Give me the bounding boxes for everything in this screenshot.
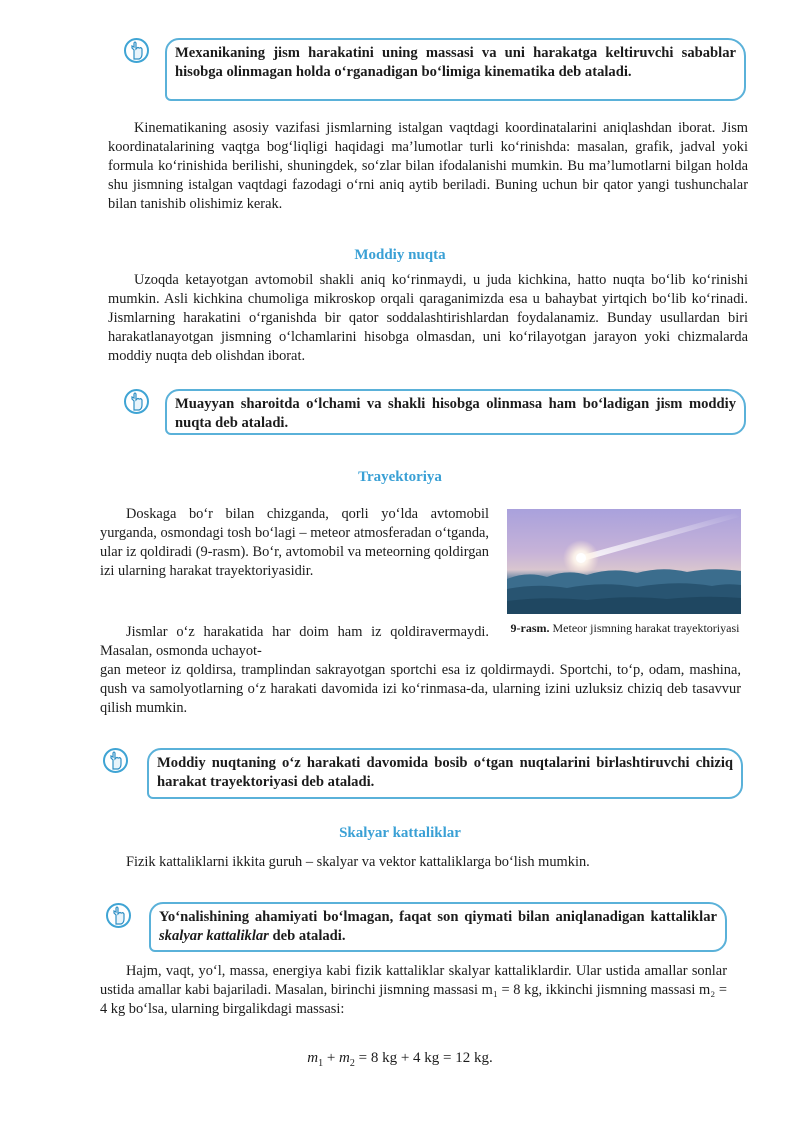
- heading-trajectory: Trayektoriya: [358, 469, 442, 485]
- pointing-hand-icon: [124, 389, 149, 414]
- meteor-photo: [507, 509, 741, 614]
- mass-sum-formula: [0, 1050, 800, 1069]
- definition-scalar: [149, 902, 727, 952]
- paragraph-trajectory-2a: Jismlar o‘z harakatida har doim ham iz qoldiravermaydi. Masalan, osmonda uchayot-: [100, 624, 489, 659]
- formula-m1: m: [307, 1050, 319, 1066]
- paragraph-scalar-intro: Fizik kattaliklarni ikkita guruh – skalyar va vektor kattaliklarga bo‘lish mumkin.: [126, 854, 590, 870]
- figure-caption-text: Meteor jismning harakat trayektoriyasi: [552, 621, 740, 635]
- pointing-hand-icon: [106, 903, 131, 928]
- paragraph-scalar-examples: Hajm, vaqt, yo‘l, massa, energiya kabi fizik kattaliklar skalyar kattaliklardir. Ular ustida amallar sonlar ustida amallar kabi bajariladi. Masalan, birinchi jismning massasi m₁ = 8 kg, ikkinchi jismning massasi m₂ = 4 kg bo‘lsa, ularning birgalikdagi massasi:: [100, 963, 727, 1017]
- paragraph-kinematics-intro: Kinematikaning asosiy vazifasi jismlarning istalgan vaqtdagi koordinatalarini aniqlashdan iborat. Jism koordinatalarining vaqtga bog‘liqligi haqidagi ma’lumotlar turli ko‘rinishda: masalan, grafik, jadval yoki formula ko‘rinishida berilishi, shuningdek, so‘zlar bilan ifodalanishi mumkin. Bu ma’lumotlarni bilgan holda shu jismning istalgan vaqtdagi fazodagi o‘rni aniq aytib beriladi. Buning uchun bir qator yangi tushunchalar bilan tanishib olishimiz kerak.: [108, 120, 748, 212]
- definition-text: Muayyan sharoitda o‘lchami va shakli hisobga olinmasa ham bo‘ladigan jism moddiy nuqta deb ataladi.: [175, 396, 736, 431]
- paragraph-trajectory-2b: gan meteor iz qoldirsa, tramplindan sakrayotgan sportchi esa iz qoldirmaydi. Sportchi, to‘p, odam, mashina, qush va samolyotlarning o‘z harakati davomida izi ko‘rinmasa-da, ularning izini uzluksiz chiziq deb tasavvur qilish mumkin.: [100, 662, 741, 716]
- definition-material-point: [165, 389, 746, 435]
- figure-number: 9-rasm.: [510, 621, 550, 635]
- definition-text: Mexanikaning jism harakatini uning massasi va uni harakatga keltiruvchi sabablar hisobga olinmagan holda o‘rganadigan bo‘limiga kinematika deb ataladi.: [175, 45, 736, 80]
- paragraph-material-point: Uzoqda ketayotgan avtomobil shakli aniq ko‘rinmaydi, u juda kichkina, hatto nuqta bo‘lib ko‘rinishi mumkin. Asli kichkina chumoliga mikroskop orqali qaraganimizda esa u bahaybat yirtqich bo‘lib ko‘rinadi. Jismlarning harakatini o‘rganishda bir qator soddalashtirishlardan foydalanamiz. Bunday usullardan biri harakatlanayotgan jismning o‘lchamlarini hisobga olmasdan, uni ko‘rilayotgan jarayon yoki chizmalarda moddiy nuqta deb olishdan iborat.: [108, 272, 748, 364]
- paragraph-trajectory-1: Doskaga bo‘r bilan chizganda, qorli yo‘lda avtomobil yurganda, osmondagi tosh bo‘lagi – meteor atmosferadan o‘tganda, ular iz qoldiradi (9-rasm). Bo‘r, avtomobil va meteorning qoldirgan izi ularning harakat trayektoriyasidir.: [100, 506, 489, 579]
- formula-plus: +: [323, 1050, 340, 1066]
- definition-text-part2: deb ataladi.: [268, 927, 346, 944]
- heading-scalar: Skalyar kattaliklar: [339, 825, 461, 841]
- formula-sub2: 2: [349, 1058, 355, 1069]
- definition-text: Moddiy nuqtaning o‘z harakati davomida bosib o‘tgan nuqtalarini birlashtiruvchi chiziq harakat trayektoriyasi deb ataladi.: [157, 755, 733, 790]
- definition-term: skalyar kattaliklar: [159, 927, 269, 944]
- definition-kinematics: [165, 38, 746, 101]
- pointing-hand-icon: [103, 748, 128, 773]
- heading-material-point: Moddiy nuqta: [354, 247, 446, 263]
- definition-text-part1: Yo‘nalishining ahamiyati bo‘lmagan, faqat son qiymati bilan aniqlanadigan kattaliklar: [159, 909, 717, 925]
- pointing-hand-icon: [124, 38, 149, 63]
- formula-m2: m: [339, 1050, 350, 1066]
- definition-trajectory: [147, 748, 743, 799]
- formula-sub1: 1: [318, 1058, 324, 1069]
- formula-rest: = 8 kg + 4 kg = 12 kg.: [354, 1050, 493, 1066]
- figure-caption: [505, 621, 745, 636]
